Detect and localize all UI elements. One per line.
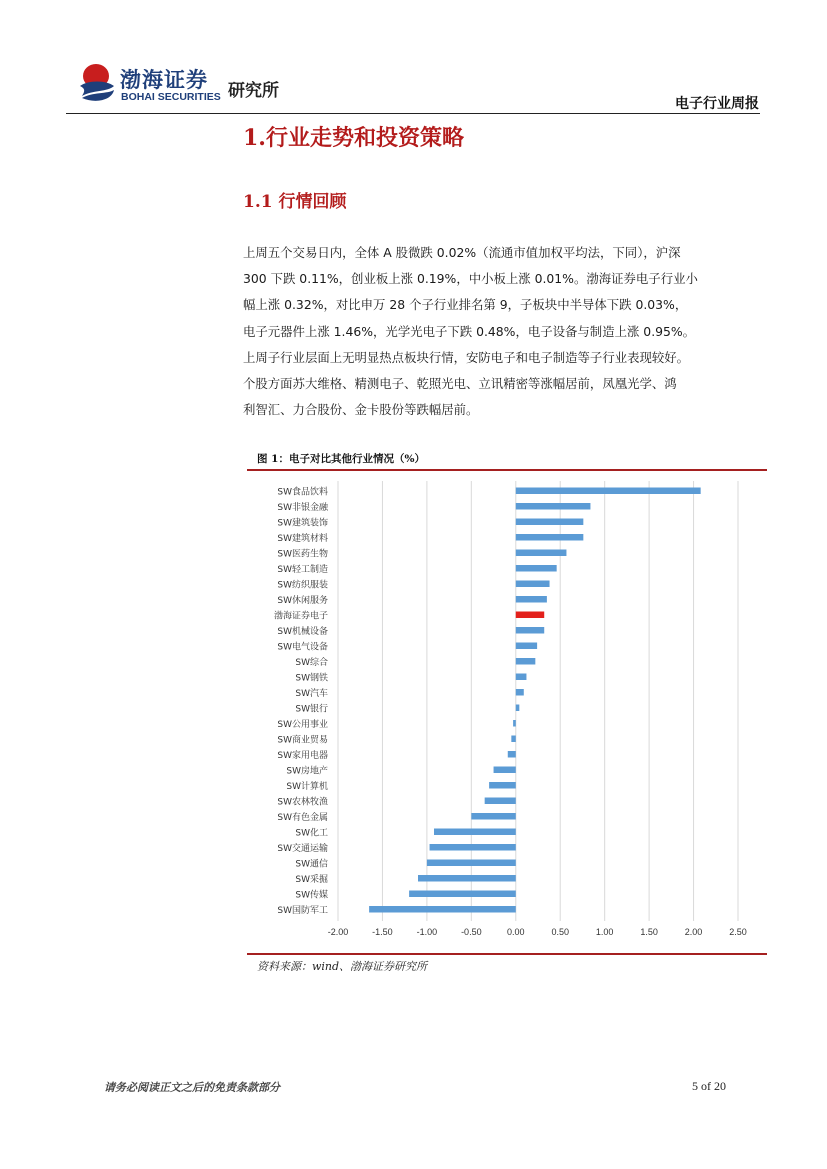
paragraph-line: 上周五个交易日内，全体 A 股微跌 0.02%（流通市值加权平均法，下同），沪深 [243, 245, 681, 260]
category-label: SW非银金融 [277, 502, 328, 513]
bar [508, 751, 516, 758]
bar [434, 829, 516, 836]
page-number: 5 of 20 [692, 1079, 726, 1093]
category-label: SW汽车 [295, 688, 328, 699]
category-label: SW商业贸易 [277, 735, 328, 746]
bar [516, 596, 547, 603]
header-divider [66, 113, 760, 114]
category-label: SW休闲服务 [277, 595, 328, 606]
bar [409, 891, 516, 898]
bar [516, 612, 544, 619]
bar [516, 550, 567, 557]
industry-comparison-chart [247, 471, 767, 951]
footer-disclaimer: 请务必阅读正文之后的免责条款部分 [104, 1081, 280, 1094]
market-review-paragraph [243, 240, 758, 423]
bar [516, 627, 544, 634]
category-label: SW钢铁 [295, 673, 328, 684]
category-label: SW医药生物 [277, 549, 328, 560]
bar [494, 767, 516, 774]
report-type: 电子行业周报 [675, 96, 759, 112]
paragraph-line: 电子元器件上涨 1.46%，光学光电子下跌 0.48%，电子设备与制造上涨 0.95%。 [243, 323, 696, 339]
category-label: SW通信 [295, 859, 328, 870]
figure-title: 图 1：电子对比其他行业情况（%） [257, 453, 425, 465]
x-tick-label: 2.50 [729, 927, 747, 937]
bar [516, 705, 520, 712]
x-tick-label: 0.50 [551, 927, 569, 937]
category-label: 渤海证券电子 [273, 611, 328, 622]
bar [430, 844, 516, 851]
category-label: SW国防军工 [277, 905, 328, 916]
paragraph-line: 利智汇、力合股份、金卡股份等跌幅居前。 [243, 402, 479, 418]
bar [516, 643, 537, 650]
bar [427, 860, 516, 867]
category-label: SW房地产 [286, 766, 328, 777]
x-tick-label: 1.50 [640, 927, 658, 937]
x-tick-label: 1.00 [595, 927, 614, 937]
section-title: 1.行业走势和投资策略 [243, 125, 464, 151]
x-tick-label: -2.00 [327, 927, 349, 937]
category-label: SW家用电器 [277, 750, 328, 761]
bar [418, 875, 516, 882]
bar [516, 488, 701, 495]
category-label: SW纺织服装 [277, 580, 328, 591]
bar [516, 581, 550, 588]
x-tick-label: 2.00 [684, 927, 703, 937]
subsection-title: 1.1 行情回顾 [243, 192, 347, 212]
category-label: SW公用事业 [277, 719, 328, 730]
category-label: SW化工 [295, 828, 328, 839]
logo-chinese-name: 渤海证券 [120, 67, 208, 92]
paragraph-line: 幅上涨 0.32%，对比申万 28 个子行业排名第 9，子板块中半导体下跌 0.03%， [243, 297, 688, 313]
category-label: SW电气设备 [277, 642, 328, 653]
bar [513, 720, 516, 727]
category-label: SW农林牧渔 [277, 797, 328, 808]
category-label: SW采掘 [295, 874, 328, 885]
category-label: SW机械设备 [277, 626, 328, 637]
bar [489, 782, 516, 789]
category-label: SW综合 [295, 657, 328, 668]
category-label: SW交通运输 [277, 843, 328, 854]
category-label: SW建筑材料 [277, 533, 328, 544]
bar [369, 906, 516, 913]
x-tick-label: 0.00 [507, 927, 525, 937]
logo-english-name: BOHAI SECURITIES [121, 91, 221, 103]
category-label: SW计算机 [286, 781, 328, 792]
bar [516, 674, 527, 681]
figure-bottom-rule [247, 953, 767, 955]
paragraph-line: 300 下跌 0.11%，创业板上涨 0.19%，中小板上涨 0.01%。渤海证券电子行业小 [243, 271, 698, 287]
bar [516, 503, 591, 510]
x-tick-label: -0.50 [461, 927, 482, 937]
category-label: SW食品饮料 [277, 487, 328, 498]
category-label: SW银行 [295, 704, 328, 715]
bar [516, 565, 557, 572]
bar [511, 736, 515, 743]
bar [516, 519, 584, 526]
bar [516, 689, 524, 696]
x-tick-label: -1.00 [416, 927, 438, 937]
bohai-logo-icon [78, 62, 116, 104]
company-logo [78, 62, 221, 104]
paragraph-line: 个股方面苏大维格、精测电子、乾照光电、立讯精密等涨幅居前，凤凰光学、鸿 [243, 376, 677, 392]
category-label: SW轻工制造 [277, 564, 328, 575]
bar [516, 534, 584, 541]
bar [485, 798, 516, 805]
research-dept-label: 研究所 [228, 81, 279, 101]
bar [471, 813, 515, 820]
bar [516, 658, 536, 665]
category-label: SW传媒 [295, 890, 328, 901]
category-label: SW建筑装饰 [277, 518, 328, 529]
category-label: SW有色金属 [277, 812, 328, 823]
figure-source: 资料来源：wind、渤海证券研究所 [257, 960, 428, 973]
paragraph-line: 上周子行业层面上无明显热点板块行情，安防电子和电子制造等子行业表现较好。 [243, 349, 690, 365]
x-tick-label: -1.50 [372, 927, 393, 937]
